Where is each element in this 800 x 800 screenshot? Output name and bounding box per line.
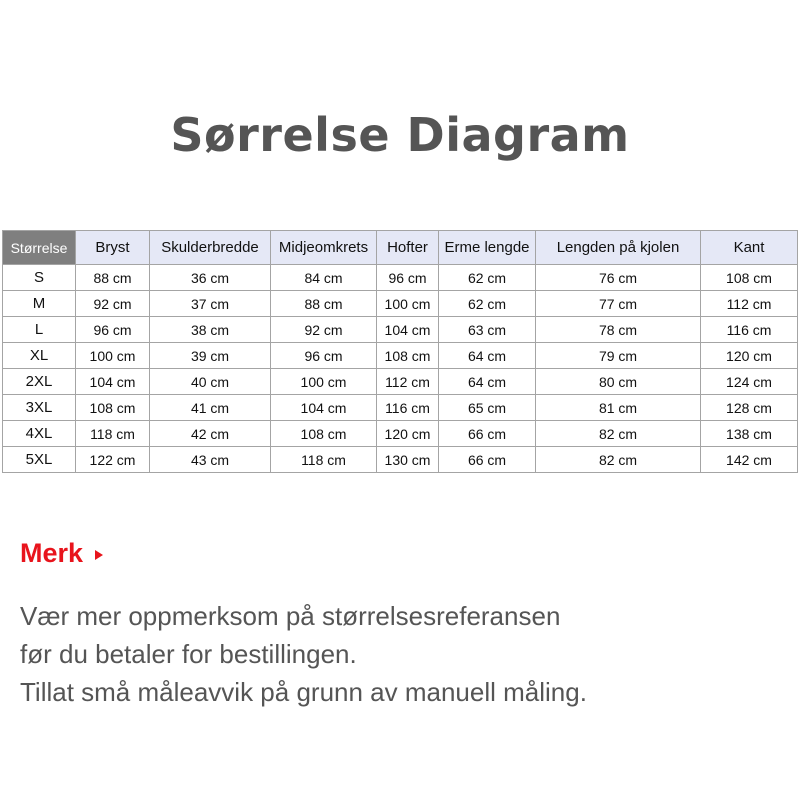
measurement-cell: 82 cm [536,421,701,447]
note-line: før du betaler for bestillingen. [20,639,357,669]
column-header: Midjeomkrets [271,231,377,265]
table-header-row [3,231,798,265]
size-cell: 2XL [3,369,76,395]
measurement-cell: 39 cm [150,343,271,369]
size-cell: 4XL [3,421,76,447]
measurement-cell: 100 cm [271,369,377,395]
measurement-cell: 88 cm [271,291,377,317]
measurement-cell: 92 cm [76,291,150,317]
size-chart-table [2,230,798,473]
table-row [3,265,798,291]
note-heading [20,538,103,569]
measurement-cell: 82 cm [536,447,701,473]
table-row [3,317,798,343]
table-row [3,343,798,369]
measurement-cell: 120 cm [377,421,439,447]
measurement-cell: 38 cm [150,317,271,343]
measurement-cell: 64 cm [439,343,536,369]
triangle-right-icon [95,550,103,560]
measurement-cell: 78 cm [536,317,701,343]
measurement-cell: 76 cm [536,265,701,291]
measurement-cell: 104 cm [76,369,150,395]
measurement-cell: 63 cm [439,317,536,343]
measurement-cell: 40 cm [150,369,271,395]
measurement-cell: 104 cm [377,317,439,343]
measurement-cell: 108 cm [701,265,798,291]
measurement-cell: 84 cm [271,265,377,291]
column-header: Hofter [377,231,439,265]
column-header: Kant [701,231,798,265]
note-line: Vær mer oppmerksom på størrelsesreferansen [20,601,561,631]
measurement-cell: 79 cm [536,343,701,369]
measurement-cell: 43 cm [150,447,271,473]
table-row [3,291,798,317]
measurement-cell: 108 cm [271,421,377,447]
measurement-cell: 118 cm [271,447,377,473]
measurement-cell: 62 cm [439,265,536,291]
column-header: Størrelse [3,231,76,265]
measurement-cell: 80 cm [536,369,701,395]
measurement-cell: 36 cm [150,265,271,291]
measurement-cell: 138 cm [701,421,798,447]
measurement-cell: 108 cm [76,395,150,421]
measurement-cell: 128 cm [701,395,798,421]
measurement-cell: 120 cm [701,343,798,369]
measurement-cell: 88 cm [76,265,150,291]
note-line: Tillat små måleavvik på grunn av manuell måling. [20,677,587,707]
measurement-cell: 62 cm [439,291,536,317]
measurement-cell: 41 cm [150,395,271,421]
size-cell: S [3,265,76,291]
column-header: Bryst [76,231,150,265]
measurement-cell: 112 cm [377,369,439,395]
column-header: Skulderbredde [150,231,271,265]
column-header: Lengden på kjolen [536,231,701,265]
measurement-cell: 96 cm [377,265,439,291]
measurement-cell: 108 cm [377,343,439,369]
measurement-cell: 112 cm [701,291,798,317]
measurement-cell: 66 cm [439,447,536,473]
measurement-cell: 100 cm [76,343,150,369]
measurement-cell: 116 cm [701,317,798,343]
page-title: Sørrelse Diagram [170,108,630,162]
measurement-cell: 42 cm [150,421,271,447]
measurement-cell: 118 cm [76,421,150,447]
column-header: Erme lengde [439,231,536,265]
table-row [3,395,798,421]
measurement-cell: 77 cm [536,291,701,317]
measurement-cell: 64 cm [439,369,536,395]
table-row [3,421,798,447]
size-cell: M [3,291,76,317]
measurement-cell: 65 cm [439,395,536,421]
note-heading-label: Merk [20,538,84,568]
measurement-cell: 104 cm [271,395,377,421]
table-row [3,369,798,395]
measurement-cell: 142 cm [701,447,798,473]
measurement-cell: 81 cm [536,395,701,421]
measurement-cell: 100 cm [377,291,439,317]
measurement-cell: 130 cm [377,447,439,473]
measurement-cell: 124 cm [701,369,798,395]
table-row [3,447,798,473]
measurement-cell: 116 cm [377,395,439,421]
measurement-cell: 92 cm [271,317,377,343]
size-cell: XL [3,343,76,369]
measurement-cell: 66 cm [439,421,536,447]
measurement-cell: 122 cm [76,447,150,473]
measurement-cell: 37 cm [150,291,271,317]
note-body [20,597,587,711]
size-cell: L [3,317,76,343]
size-cell: 3XL [3,395,76,421]
measurement-cell: 96 cm [271,343,377,369]
measurement-cell: 96 cm [76,317,150,343]
size-cell: 5XL [3,447,76,473]
